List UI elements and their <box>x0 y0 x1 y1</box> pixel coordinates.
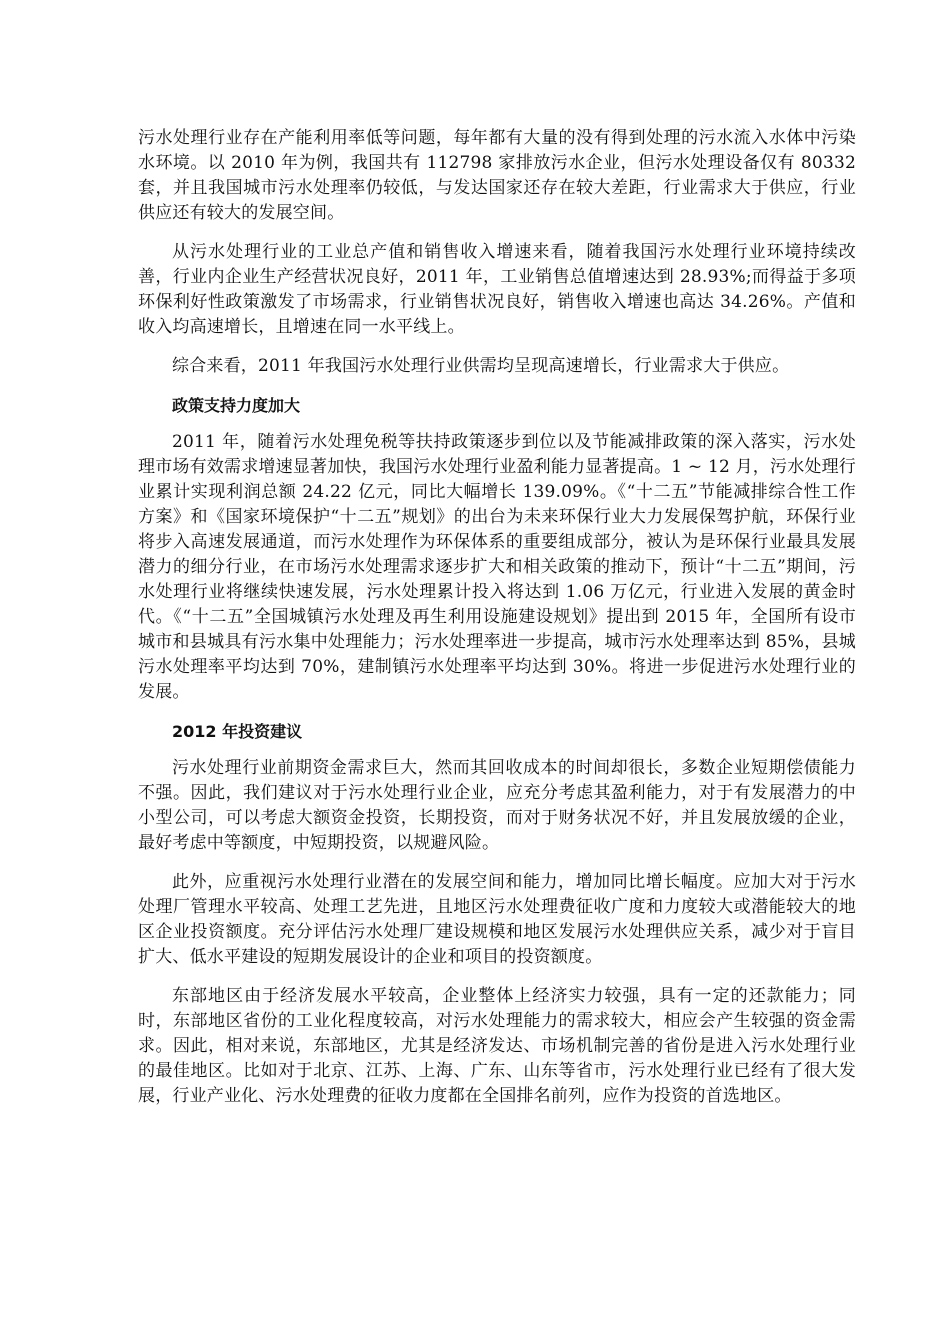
section-heading-policy: 政策支持力度加大 <box>172 396 301 415</box>
paragraph-policy: 2011 年，随着污水处理免税等扶持政策逐步到位以及节能减排政策的深入落实，污水处理市场有效需求增速显著加快，我国污水处理行业盈利能力显著提高。1 ~ 12 月，污水处理行业累计实现利润总额 24.22 亿元，同比大幅增长 139.09%。《“十二五”节能减排综合性工作方案》和《国家环境保护“十二五”规划》的出台为未来环保行业大力发展保驾护航，环保行业将步入高速发展通道，而污水处理作为环保体系的重要组成部分，被认为是环保行业最具发展潜力的细分行业，在市场污水处理需求逐步扩大和相关政策的推动下，预计“十二五”期间，污水处理行业将继续快速发展，污水处理累计投入将达到 1.06 万亿元，行业进入发展的黄金时代。《“十二五”全国城镇污水处理及再生利用设施建设规划》提出到 2015 年，全国所有设市城市和县城具有污水集中处理能力；污水处理率进一步提高，城市污水处理率达到 85%，县城污水处理率平均达到 70%，建制镇污水处理率平均达到 30%。将进一步促进污水处理行业的发展。 <box>138 432 856 702</box>
paragraph-supply-demand: 污水处理行业存在产能利用率低等问题，每年都有大量的没有得到处理的污水流入水体中污染水环境。以 2010 年为例，我国共有 112798 家排放污水企业，但污水处理设备仅有 80332 套，并且我国城市污水处理率仍较低，与发达国家还存在较大差距，行业需求大于供应，行业供应还有较大的发展空间。 <box>138 128 856 223</box>
document-body <box>138 126 856 1123</box>
paragraph-investment-2: 此外，应重视污水处理行业潜在的发展空间和能力，增加同比增长幅度。应加大对于污水处理厂管理水平较高、处理工艺先进，且地区污水处理费征收广度和力度较大或潜能较大的地区企业投资额度。充分评估污水处理厂建设规模和地区发展污水处理供应关系，减少对于盲目扩大、低水平建设的短期发展设计的企业和项目的投资额度。 <box>138 872 856 967</box>
paragraph-investment-1: 污水处理行业前期资金需求巨大，然而其回收成本的时间却很长，多数企业短期偿债能力不强。因此，我们建议对于污水处理行业企业，应充分考虑其盈利能力，对于有发展潜力的中小型公司，可以考虑大额资金投资，长期投资，而对于财务状况不好，并且发展放缓的企业，最好考虑中等额度，中短期投资，以规避风险。 <box>138 758 856 853</box>
paragraph-summary: 综合来看，2011 年我国污水处理行业供需均呈现高速增长，行业需求大于供应。 <box>172 356 790 376</box>
paragraph-growth-rate: 从污水处理行业的工业总产值和销售收入增速来看，随着我国污水处理行业环境持续改善，行业内企业生产经营状况良好，2011 年，工业销售总值增速达到 28.93%;而得益于多项环保利好性政策激发了市场需求，行业销售状况良好，销售收入增速也高达 34.26%。产值和收入均高速增长，且增速在同一水平线上。 <box>138 242 856 337</box>
section-heading-investment: 2012 年投资建议 <box>172 722 303 741</box>
paragraph-investment-3: 东部地区由于经济发展水平较高，企业整体上经济实力较强，具有一定的还款能力；同时，东部地区省份的工业化程度较高，对污水处理能力的需求较大，相应会产生较强的资金需求。因此，相对来说，东部地区，尤其是经济发达、市场机制完善的省份是进入污水处理行业的最佳地区。比如对于北京、江苏、上海、广东、山东等省市，污水处理行业已经有了很大发展，行业产业化、污水处理费的征收力度都在全国排名前列，应作为投资的首选地区。 <box>138 986 856 1106</box>
